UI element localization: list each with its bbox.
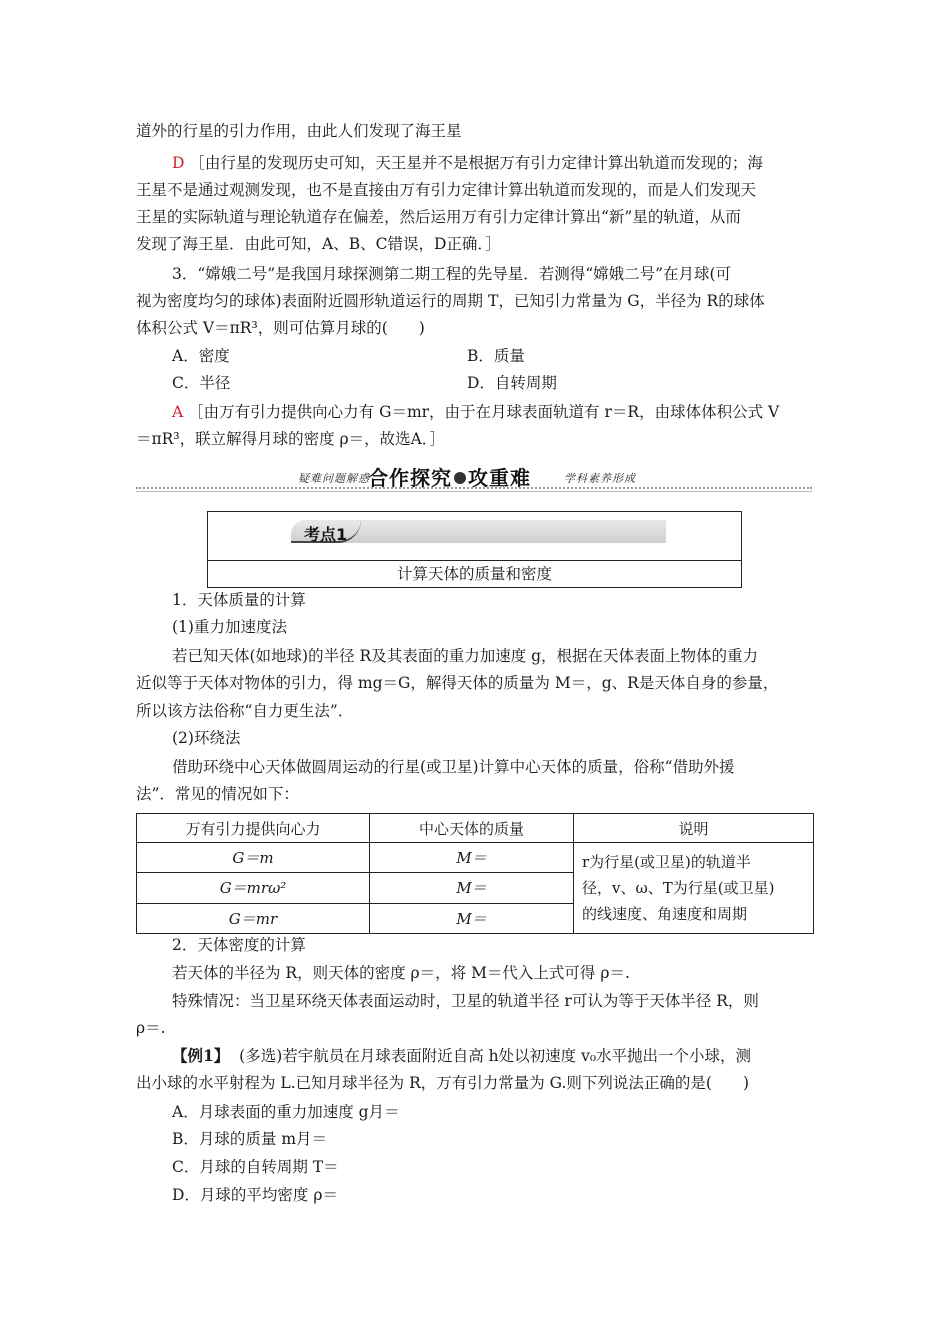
paragraph-line: 近似等于天体对物体的引力，得 mg＝G，解得天体的质量为 M＝，g、R是天体自身的参量，	[136, 674, 779, 692]
answer-letter: A	[172, 403, 184, 421]
question-line: 3．“嫦娥二号”是我国月球探测第二期工程的先导星．若测得“嫦娥二号”在月球(可	[172, 265, 732, 283]
topic-box	[207, 511, 742, 588]
table-cell: G＝mr	[137, 903, 370, 933]
answer-text: ［由行星的发现历史可知，天王星并不是根据万有引力定律计算出轨道而发现的；海	[189, 154, 763, 172]
option-b: B．质量	[467, 347, 525, 365]
option-c: C．半径	[172, 374, 231, 392]
note-line: 径，v、ω、T为行星(或卫星)	[582, 879, 775, 897]
table-header: 万有引力提供向心力	[137, 814, 370, 843]
text-line: 道外的行星的引力作用，由此人们发现了海王星	[136, 122, 462, 140]
answer-line: 王星的实际轨道与理论轨道存在偏差，然后运用万有引力定律计算出“新”星的轨道，从而	[136, 208, 741, 226]
table-header: 中心天体的质量	[370, 814, 574, 843]
section-band	[136, 462, 812, 492]
example-text: (多选)若宇航员在月球表面附近自高 h处以初速度 v₀水平抛出一个小球，测	[239, 1047, 752, 1065]
band-right-text: 学科素养形成	[564, 472, 636, 485]
option-a: A．密度	[172, 347, 230, 365]
band-divider	[136, 487, 812, 489]
formula-table	[136, 813, 814, 934]
topic-label: 考点1	[304, 525, 348, 544]
table-cell: M＝	[370, 903, 574, 933]
answer-paragraph	[172, 152, 763, 174]
band-dot-icon	[454, 472, 466, 484]
sub-heading: (2)环绕法	[172, 729, 241, 747]
example-paragraph	[172, 1045, 751, 1067]
section-heading: 2．天体密度的计算	[172, 936, 306, 954]
option-d: D．自转周期	[467, 374, 557, 392]
option-c: C．月球的自转周期 T＝	[172, 1158, 339, 1176]
option-a: A．月球表面的重力加速度 g月＝	[172, 1103, 400, 1121]
section-heading: 1．天体质量的计算	[172, 591, 306, 609]
paragraph-line: 法”．常见的情况如下：	[136, 785, 299, 803]
note-line: 的线速度、角速度和周期	[582, 905, 748, 923]
example-tag: 【例1】	[172, 1046, 230, 1065]
example-line: 出小球的水平射程为 L.已知月球半径为 R，万有引力常量为 G.则下列说法正确的是( )	[136, 1074, 750, 1092]
answer-letter: D	[172, 154, 185, 172]
paragraph-line: 特殊情况：当卫星环绕天体表面运动时，卫星的轨道半径 r可认为等于天体半径 R，则	[172, 992, 759, 1010]
paragraph-line: 借助环绕中心天体做圆周运动的行星(或卫星)计算中心天体的质量，俗称“借助外援	[172, 758, 735, 776]
answer-line: 王星不是通过观测发现，也不是直接由万有引力定律计算出轨道而发现的，而是人们发现天	[136, 181, 757, 199]
question-line: 视为密度均匀的球体)表面附近圆形轨道运行的周期 T，已知引力常量为 G，半径为 R的球体	[136, 292, 765, 310]
question-line: 体积公式 V＝πR³，则可估算月球的( )	[136, 319, 425, 337]
answer-line: ＝πR³，联立解得月球的密度 ρ＝，故选A．］	[136, 430, 446, 448]
table-header: 说明	[574, 814, 814, 843]
table-row	[137, 843, 814, 873]
paragraph-line: 若已知天体(如地球)的半径 R及其表面的重力加速度 g，根据在天体表面上物体的重力	[172, 647, 759, 665]
sub-heading: (1)重力加速度法	[172, 618, 287, 636]
paragraph-line: ρ＝.	[136, 1019, 166, 1037]
table-header-row	[137, 814, 814, 843]
table-cell: M＝	[370, 873, 574, 903]
band-title-a: 合作探究	[368, 466, 452, 490]
band-left-text: 疑难问题解惑	[298, 472, 370, 485]
band-divider	[136, 491, 812, 492]
paragraph-line: 所以该方法俗称“自力更生法”．	[136, 702, 354, 720]
table-cell: G＝mrω²	[137, 873, 370, 903]
table-cell: G＝m	[137, 843, 370, 873]
topic-divider	[208, 560, 741, 561]
answer-paragraph	[172, 401, 779, 423]
note-line: r为行星(或卫星)的轨道半	[582, 853, 751, 871]
paragraph-line: 若天体的半径为 R，则天体的密度 ρ＝，将 M＝代入上式可得 ρ＝.	[172, 964, 630, 982]
option-b: B．月球的质量 m月＝	[172, 1130, 328, 1148]
topic-title: 计算天体的质量和密度	[396, 565, 552, 583]
table-cell: M＝	[370, 843, 574, 873]
table-note-cell	[574, 843, 814, 934]
answer-line: 发现了海王星．由此可知，A、B、C错误，D正确．］	[136, 235, 501, 253]
answer-text: ［由万有引力提供向心力有 G＝mr，由于在月球表面轨道有 r＝R，由球体体积公式 V	[188, 403, 780, 421]
option-d: D．月球的平均密度 ρ＝	[172, 1186, 338, 1204]
band-title-b: 攻重难	[468, 466, 531, 490]
